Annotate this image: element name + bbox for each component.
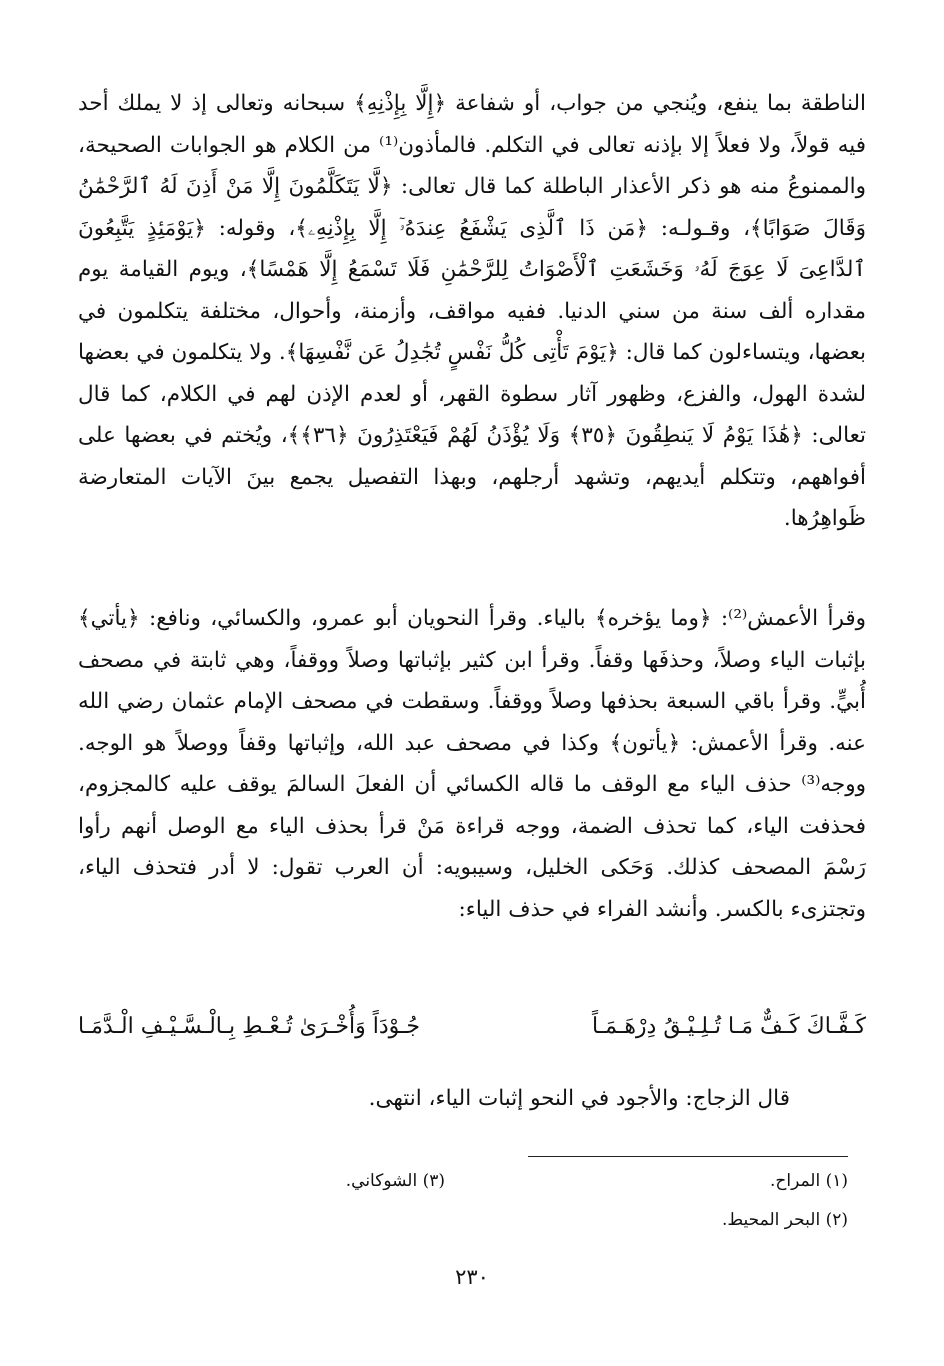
zajjaj-quote: قال الزجاج: والأجود في النحو إثبات الياء، انتهى. xyxy=(368,1086,790,1111)
main-paragraph: الناطقة بما ينفع، ويُنجي من جواب، أو شفاعة ﴿إِلَّا بِإِذْنِهِ﴾ سبحانه وتعالى إذ لا يملك أحد فيه قولاً، ولا فعلاً إلا بإذنه تعالى في التكلم. فالمأذون⁽¹⁾ من الكلام هو الجوابات الصحيحة، والممنوعُ منه هو ذكر الأعذار الباطلة كما قال تعالى: ﴿لَّا يَتَكَلَّمُونَ إِلَّا مَنْ أَذِنَ لَهُ ٱلرَّحْمَٰنُ وَقَالَ صَوَابًا﴾، وقـولـه: ﴿مَن ذَا ٱلَّذِى يَشْفَعُ عِندَهُۥٓ إِلَّا بِإِذْنِهِۦ﴾، وقوله: ﴿يَوْمَئِذٍ يَتَّبِعُونَ ٱلدَّاعِىَ لَا عِوَجَ لَهُۥ وَخَشَعَتِ ٱلْأَصْوَاتُ لِلرَّحْمَٰنِ فَلَا تَسْمَعُ إِلَّا هَمْسًا﴾، ويوم القيامة يوم مقداره ألف سنة من سني الدنيا. ففيه مواقف، وأزمنة، وأحوال، مختلفة يتكلمون في بعضها، ويتساءلون كما قال: ﴿يَوْمَ تَأْتِى كُلُّ نَفْسٍ تُجَٰدِلُ عَن نَّفْسِهَا﴾. ولا يتكلمون في بعضها لشدة الهول، والفزع، وظهور آثار سطوة القهر، أو لعدم الإذن لهم في الكلام، كما قال تعالى: ﴿هَٰذَا يَوْمُ لَا يَنطِقُونَ ﴿٣٥﴾ وَلَا يُؤْذَنُ لَهُمْ فَيَعْتَذِرُونَ ﴿٣٦﴾﴾، ويُختم في بعضها على أفواههم، وتتكلم أيديهم، وتشهد أرجلهم، وبهذا التفصيل يجمع بينَ الآيات المتعارضة ظَواهِرُها. xyxy=(78,91,866,531)
qiraat-paragraph: وقرأ الأعمش⁽²⁾: ﴿وما يؤخره﴾ بالياء. وقرأ النحويان أبو عمرو، والكسائي، ونافع: ﴿يأتي﴾ بإثبات الياء وصلاً، وحذفَها وقفاً. وقرأ ابن كثير بإثباتها وصلاً ووقفاً، وهي ثابتة في مصحف أُبيٍّ. وقرأ باقي السبعة بحذفها وصلاً ووقفاً. وسقطت في مصحف الإمام عثمان رضي الله عنه. وقرأ الأعمش: ﴿يأتون﴾ وكذا في مصحف عبد الله، وإثباتها وقفاً ووصلاً هو الوجه. ووجه⁽³⁾ حذف الياء مع الوقف ما قاله الكسائي أن الفعلَ السالمَ يوقف عليه كالمجزوم، فحذفت الياء، كما تحذف الضمة، ووجه قراءة مَنْ قرأ بحذف الياء مع الوصل أنهم رأوا رَسْمَ المصحف كذلك. وَحَكى الخليل، وسيبويه: أن العرب تقول: لا أدر فتحذف الياء، وتجتزىء بالكسر. وأنشد الفراء في حذف الياء: xyxy=(78,606,866,922)
footnote-2: (٢) البحر المحيط. xyxy=(722,1210,848,1230)
verse-first-hemistich: كَـفَّـاكَ كَـفٌّ مَـا تُـلِـيْـقُ دِرْهَـمَـاً xyxy=(592,1014,866,1039)
verse-second-hemistich: جُـوْدَاً وَأُخْـرَىٰ تُـعْـطِ بِـالْـسَّـيْـفِ الْـدَّمَـا xyxy=(78,1014,421,1039)
page-number: ٢٣٠ xyxy=(455,1265,489,1289)
footnote-1: (١) المراح. xyxy=(769,1171,848,1191)
footnote-3: (٣) الشوكاني. xyxy=(345,1171,445,1191)
footnote-separator xyxy=(528,1156,848,1157)
poetry-verse xyxy=(78,1003,866,1051)
